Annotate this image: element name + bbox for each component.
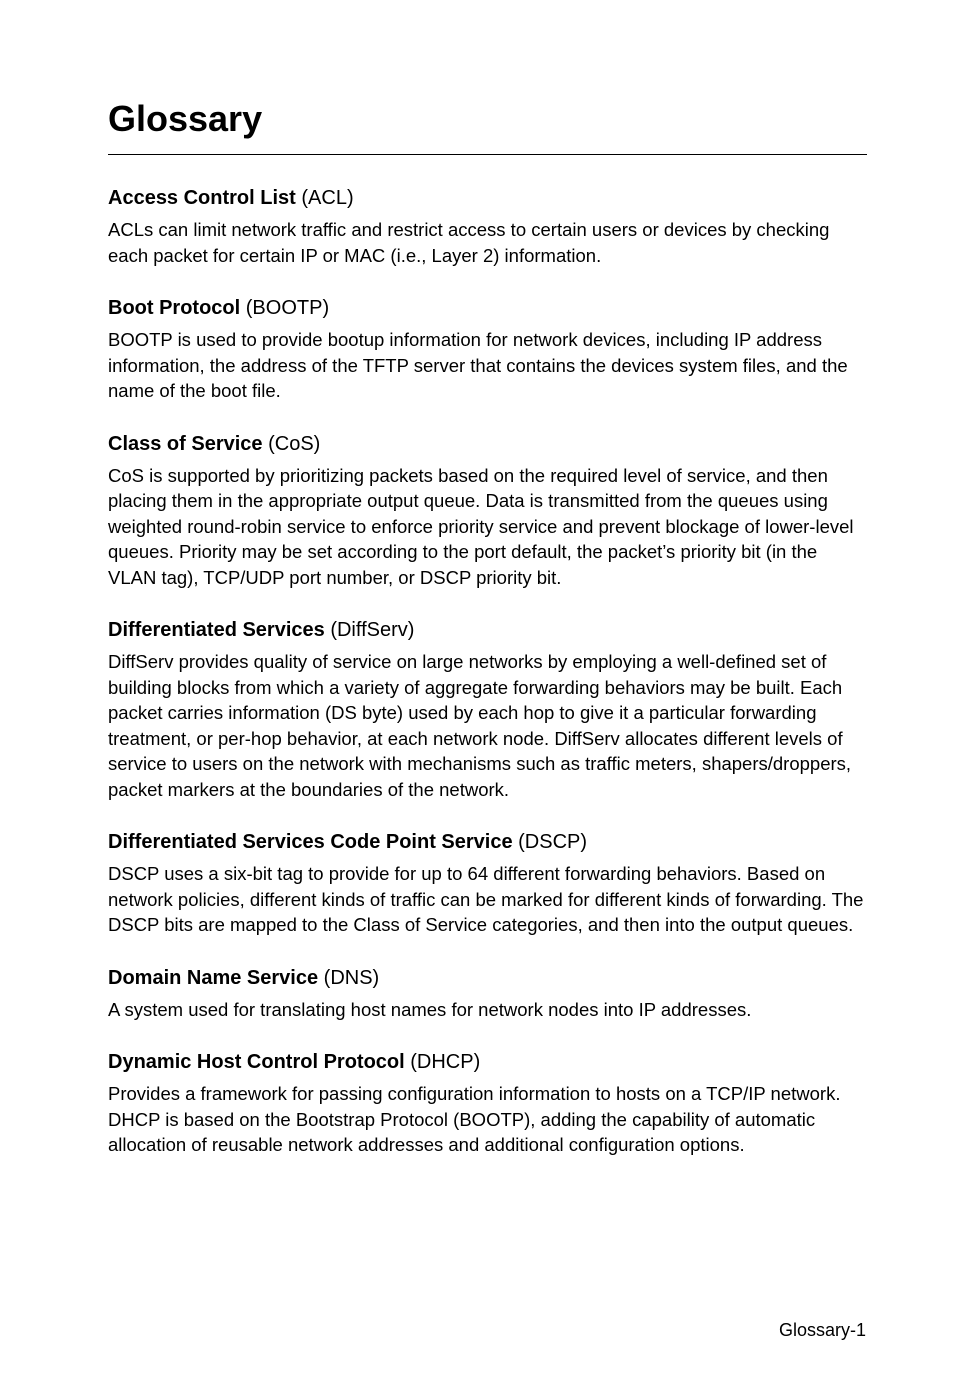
glossary-term bbox=[108, 1048, 868, 1076]
glossary-definition: DSCP uses a six-bit tag to provide for up to 64 different forwarding behaviors. Based on network policies, different kinds of traffic can be marked for different kinds of forwarding. The DSCP bits are mapped to the Class of Service categories, and then into the output queues. bbox=[108, 863, 864, 935]
glossary-term bbox=[108, 964, 868, 992]
glossary-entry-dns bbox=[108, 964, 868, 1023]
glossary-term bbox=[108, 184, 868, 212]
term-name: Class of Service bbox=[108, 432, 263, 455]
glossary-definition: CoS is supported by prioritizing packets based on the required level of service, and then placing them in the appropriate output queue. Data is transmitted from the queues using weighted round-robin service to enforce priority service and prevent blockage of lower-level queues. Priority may be set according to the port default, the packet’s priority bit (in the VLAN tag), TCP/UDP port number, or DSCP priority bit. bbox=[108, 464, 854, 588]
term-abbreviation: (DiffServ) bbox=[324, 619, 415, 641]
term-name: Access Control List bbox=[108, 187, 296, 209]
glossary-entry-bootp bbox=[108, 294, 868, 404]
term-abbreviation: (BOOTP) bbox=[240, 297, 330, 319]
glossary-definition: Provides a framework for passing configuration information to hosts on a TCP/IP network. DHCP is based on the Bootstrap Protocol (BOOTP), adding the capability of automatic allocation of reusable network addresses and additional configuration options. bbox=[108, 1083, 841, 1155]
glossary-definition: A system used for translating host names for network nodes into IP addresses. bbox=[108, 998, 752, 1020]
glossary-entry-dhcp bbox=[108, 1048, 868, 1158]
term-abbreviation: (DSCP) bbox=[512, 831, 588, 853]
term-name: Domain Name Service bbox=[108, 966, 319, 989]
glossary-entry-acl bbox=[108, 184, 868, 268]
term-name: Dynamic Host Control Protocol bbox=[108, 1051, 405, 1073]
glossary-term bbox=[108, 294, 868, 322]
glossary-entries bbox=[108, 184, 868, 1184]
glossary-entry-diffserv bbox=[108, 616, 868, 802]
glossary-definition: ACLs can limit network traffic and restrict access to certain users or devices by checking each packet for certain IP or MAC (i.e., Layer 2) information. bbox=[108, 219, 830, 266]
glossary-definition: DiffServ provides quality of service on large networks by employing a well-defined set of building blocks from which a variety of aggregate forwarding behaviors may be built. Each packet carries information (DS byte) used by each hop to give it a particular forwarding treatment, or per-hop behavior, at each network node. DiffServ allocates different levels of service to users on the network with mechanisms such as traffic meters, shapers/droppers, packet markers at the boundaries of the network. bbox=[108, 651, 852, 800]
term-name: Differentiated Services bbox=[108, 619, 325, 641]
page-title: Glossary bbox=[108, 98, 263, 139]
glossary-term bbox=[108, 616, 868, 644]
term-abbreviation: (ACL) bbox=[295, 187, 354, 209]
glossary-entry-dscp bbox=[108, 828, 868, 938]
term-name: Differentiated Services Code Point Service bbox=[108, 831, 513, 853]
term-abbreviation: (DHCP) bbox=[404, 1051, 481, 1073]
glossary-entry-cos bbox=[108, 430, 868, 591]
term-abbreviation: (DNS) bbox=[318, 966, 380, 989]
glossary-definition: BOOTP is used to provide bootup information for network devices, including IP address information, the address of the TFTP server that contains the devices system files, and the name of the boot file. bbox=[108, 329, 848, 401]
term-abbreviation: (CoS) bbox=[262, 432, 321, 455]
page-number: Glossary-1 bbox=[778, 1320, 866, 1340]
term-name: Boot Protocol bbox=[108, 297, 241, 319]
glossary-term bbox=[108, 430, 868, 458]
title-divider bbox=[108, 154, 867, 155]
glossary-term bbox=[108, 828, 868, 856]
